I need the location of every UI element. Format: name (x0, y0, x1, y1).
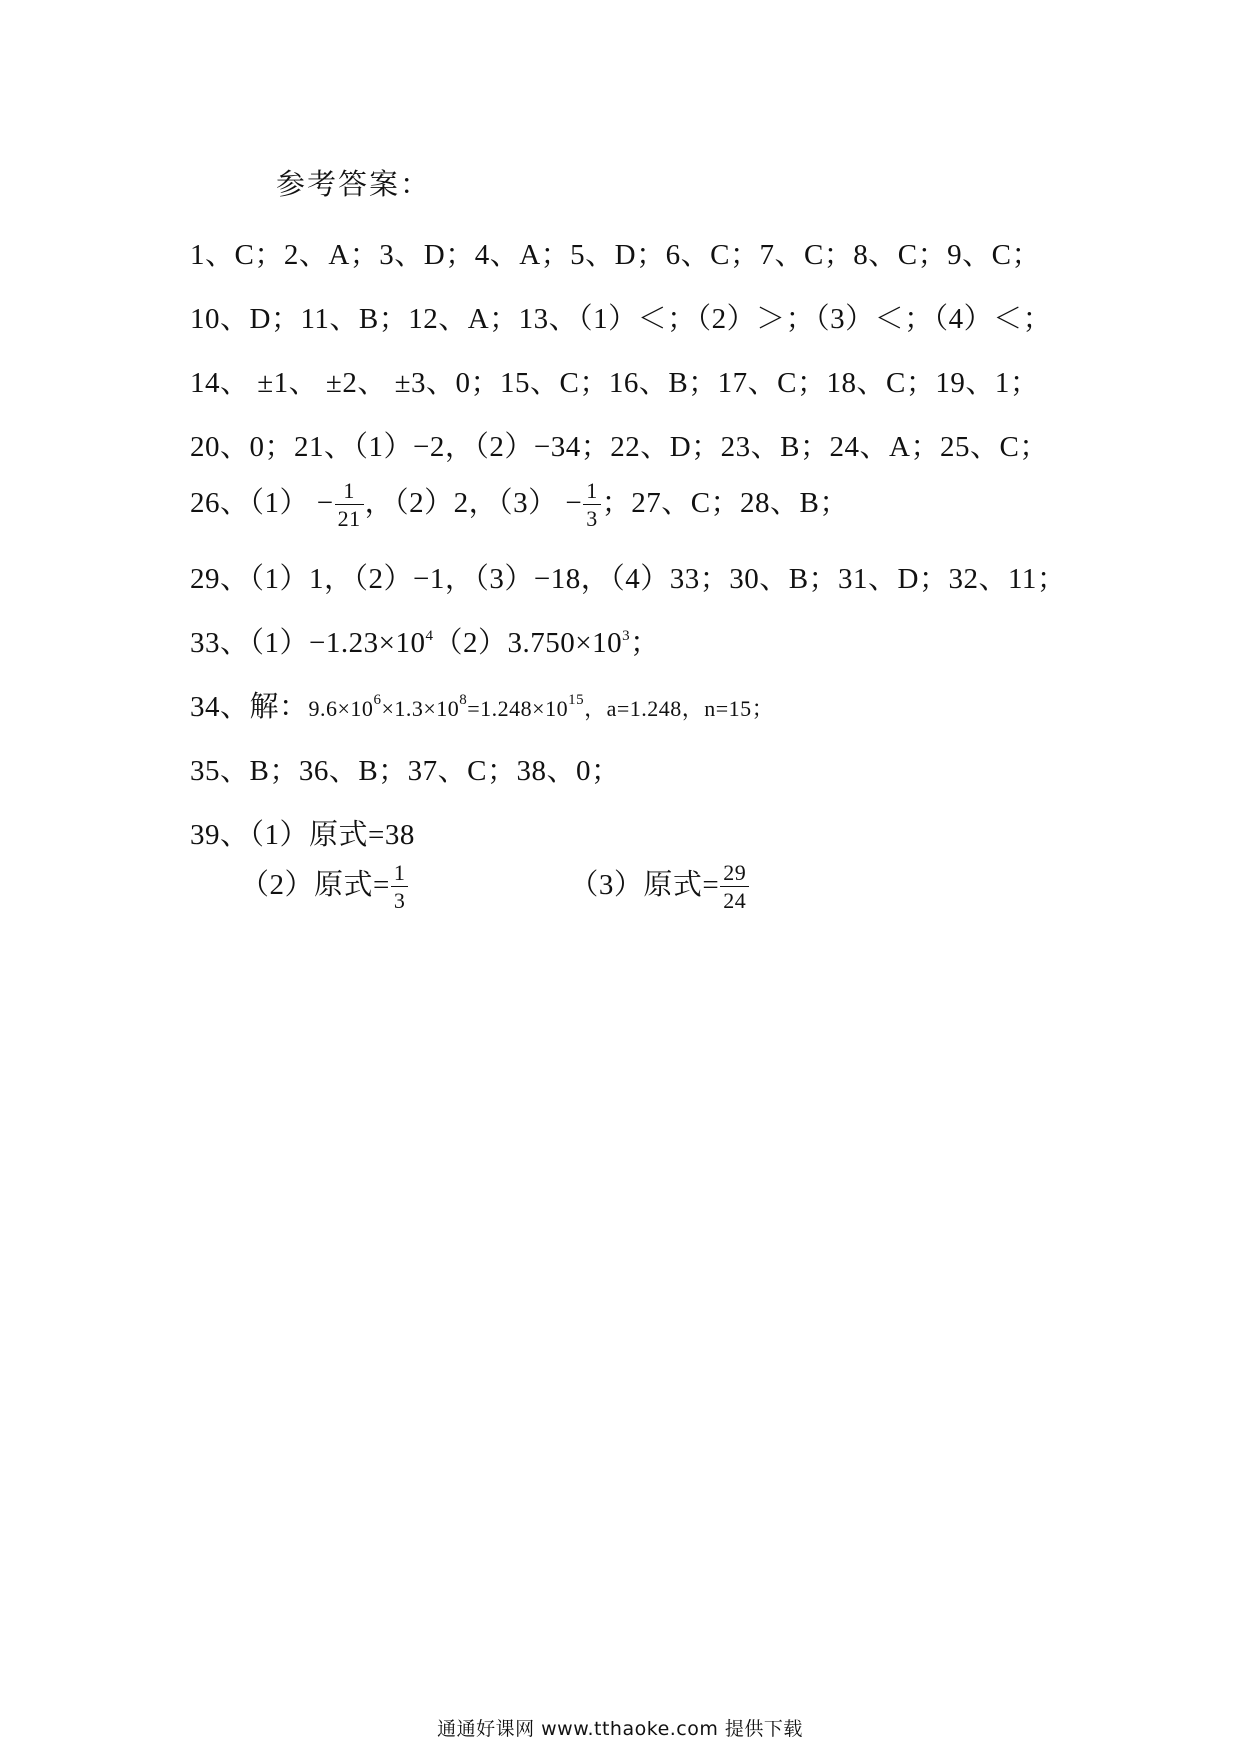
answer-line-11 (240, 862, 750, 912)
page-title: 参考答案： (276, 169, 432, 201)
answer-line-8 (190, 684, 774, 725)
answer-line-9: 35、B；36、B；37、C；38、0； (190, 755, 621, 787)
answer-text: ； (630, 627, 660, 659)
fraction-numerator: 29 (720, 862, 749, 887)
answer-text: 26、（1） − (190, 487, 334, 519)
fraction (720, 862, 749, 912)
exponent: 6 (373, 692, 382, 708)
fraction-denominator: 21 (337, 506, 361, 532)
exponent: 3 (622, 628, 631, 644)
exponent: 8 (459, 692, 468, 708)
answer-text: ×1.3×10 (381, 696, 460, 721)
fraction-numerator: 1 (583, 480, 601, 505)
answer-text: 9.6×10 (308, 696, 374, 721)
answer-line-7 (190, 620, 660, 661)
fraction (391, 862, 409, 912)
answer-text: （2）3.750×10 (433, 627, 623, 659)
answer-text: =1.248×10 (467, 696, 569, 721)
answer-line-1: 1、C；2、A；3、D；4、A；5、D；6、C；7、C；8、C；9、C； (190, 239, 1041, 271)
fraction-numerator: 1 (335, 480, 364, 505)
answer-line-3: 14、 ±1、 ±2、 ±3、0；15、C；16、B；17、C；18、C；19、1； (190, 367, 1040, 399)
answer-line-2: 10、D；11、B；12、A；13、（1）＜；（2）＞；（3）＜；（4）＜； (190, 303, 1053, 335)
exponent: 15 (568, 692, 585, 708)
answer-text: ，a=1.248，n=15； (584, 696, 775, 721)
footer-credit: 通通好课网 www.tthaoke.com 提供下载 (437, 1718, 803, 1740)
fraction-denominator: 3 (586, 506, 598, 532)
answer-text: ，（2）2，（3） − (364, 487, 583, 519)
answer-text: 34、解： (190, 691, 309, 723)
fraction (335, 480, 364, 530)
answer-text: （2）原式= (240, 869, 390, 901)
answer-line-10: 39、（1）原式=38 (190, 819, 415, 851)
answer-text: （3）原式= (569, 869, 720, 901)
answer-line-4: 20、0；21、（1）−2，（2）−34；22、D；23、B；24、A；25、C； (190, 431, 1049, 463)
fraction-denominator: 3 (393, 888, 406, 914)
answer-line-6: 29、（1）1，（2）−1，（3）−18，（4）33；30、B；31、D；32、11； (190, 563, 1067, 595)
fraction-numerator: 1 (391, 862, 409, 887)
exponent: 4 (425, 628, 434, 644)
answer-line-5 (190, 480, 849, 530)
answer-text: 33、（1）−1.23×10 (190, 627, 426, 659)
answer-text: ；27、C；28、B； (601, 487, 849, 519)
fraction-denominator: 24 (723, 888, 747, 914)
fraction (583, 480, 601, 530)
